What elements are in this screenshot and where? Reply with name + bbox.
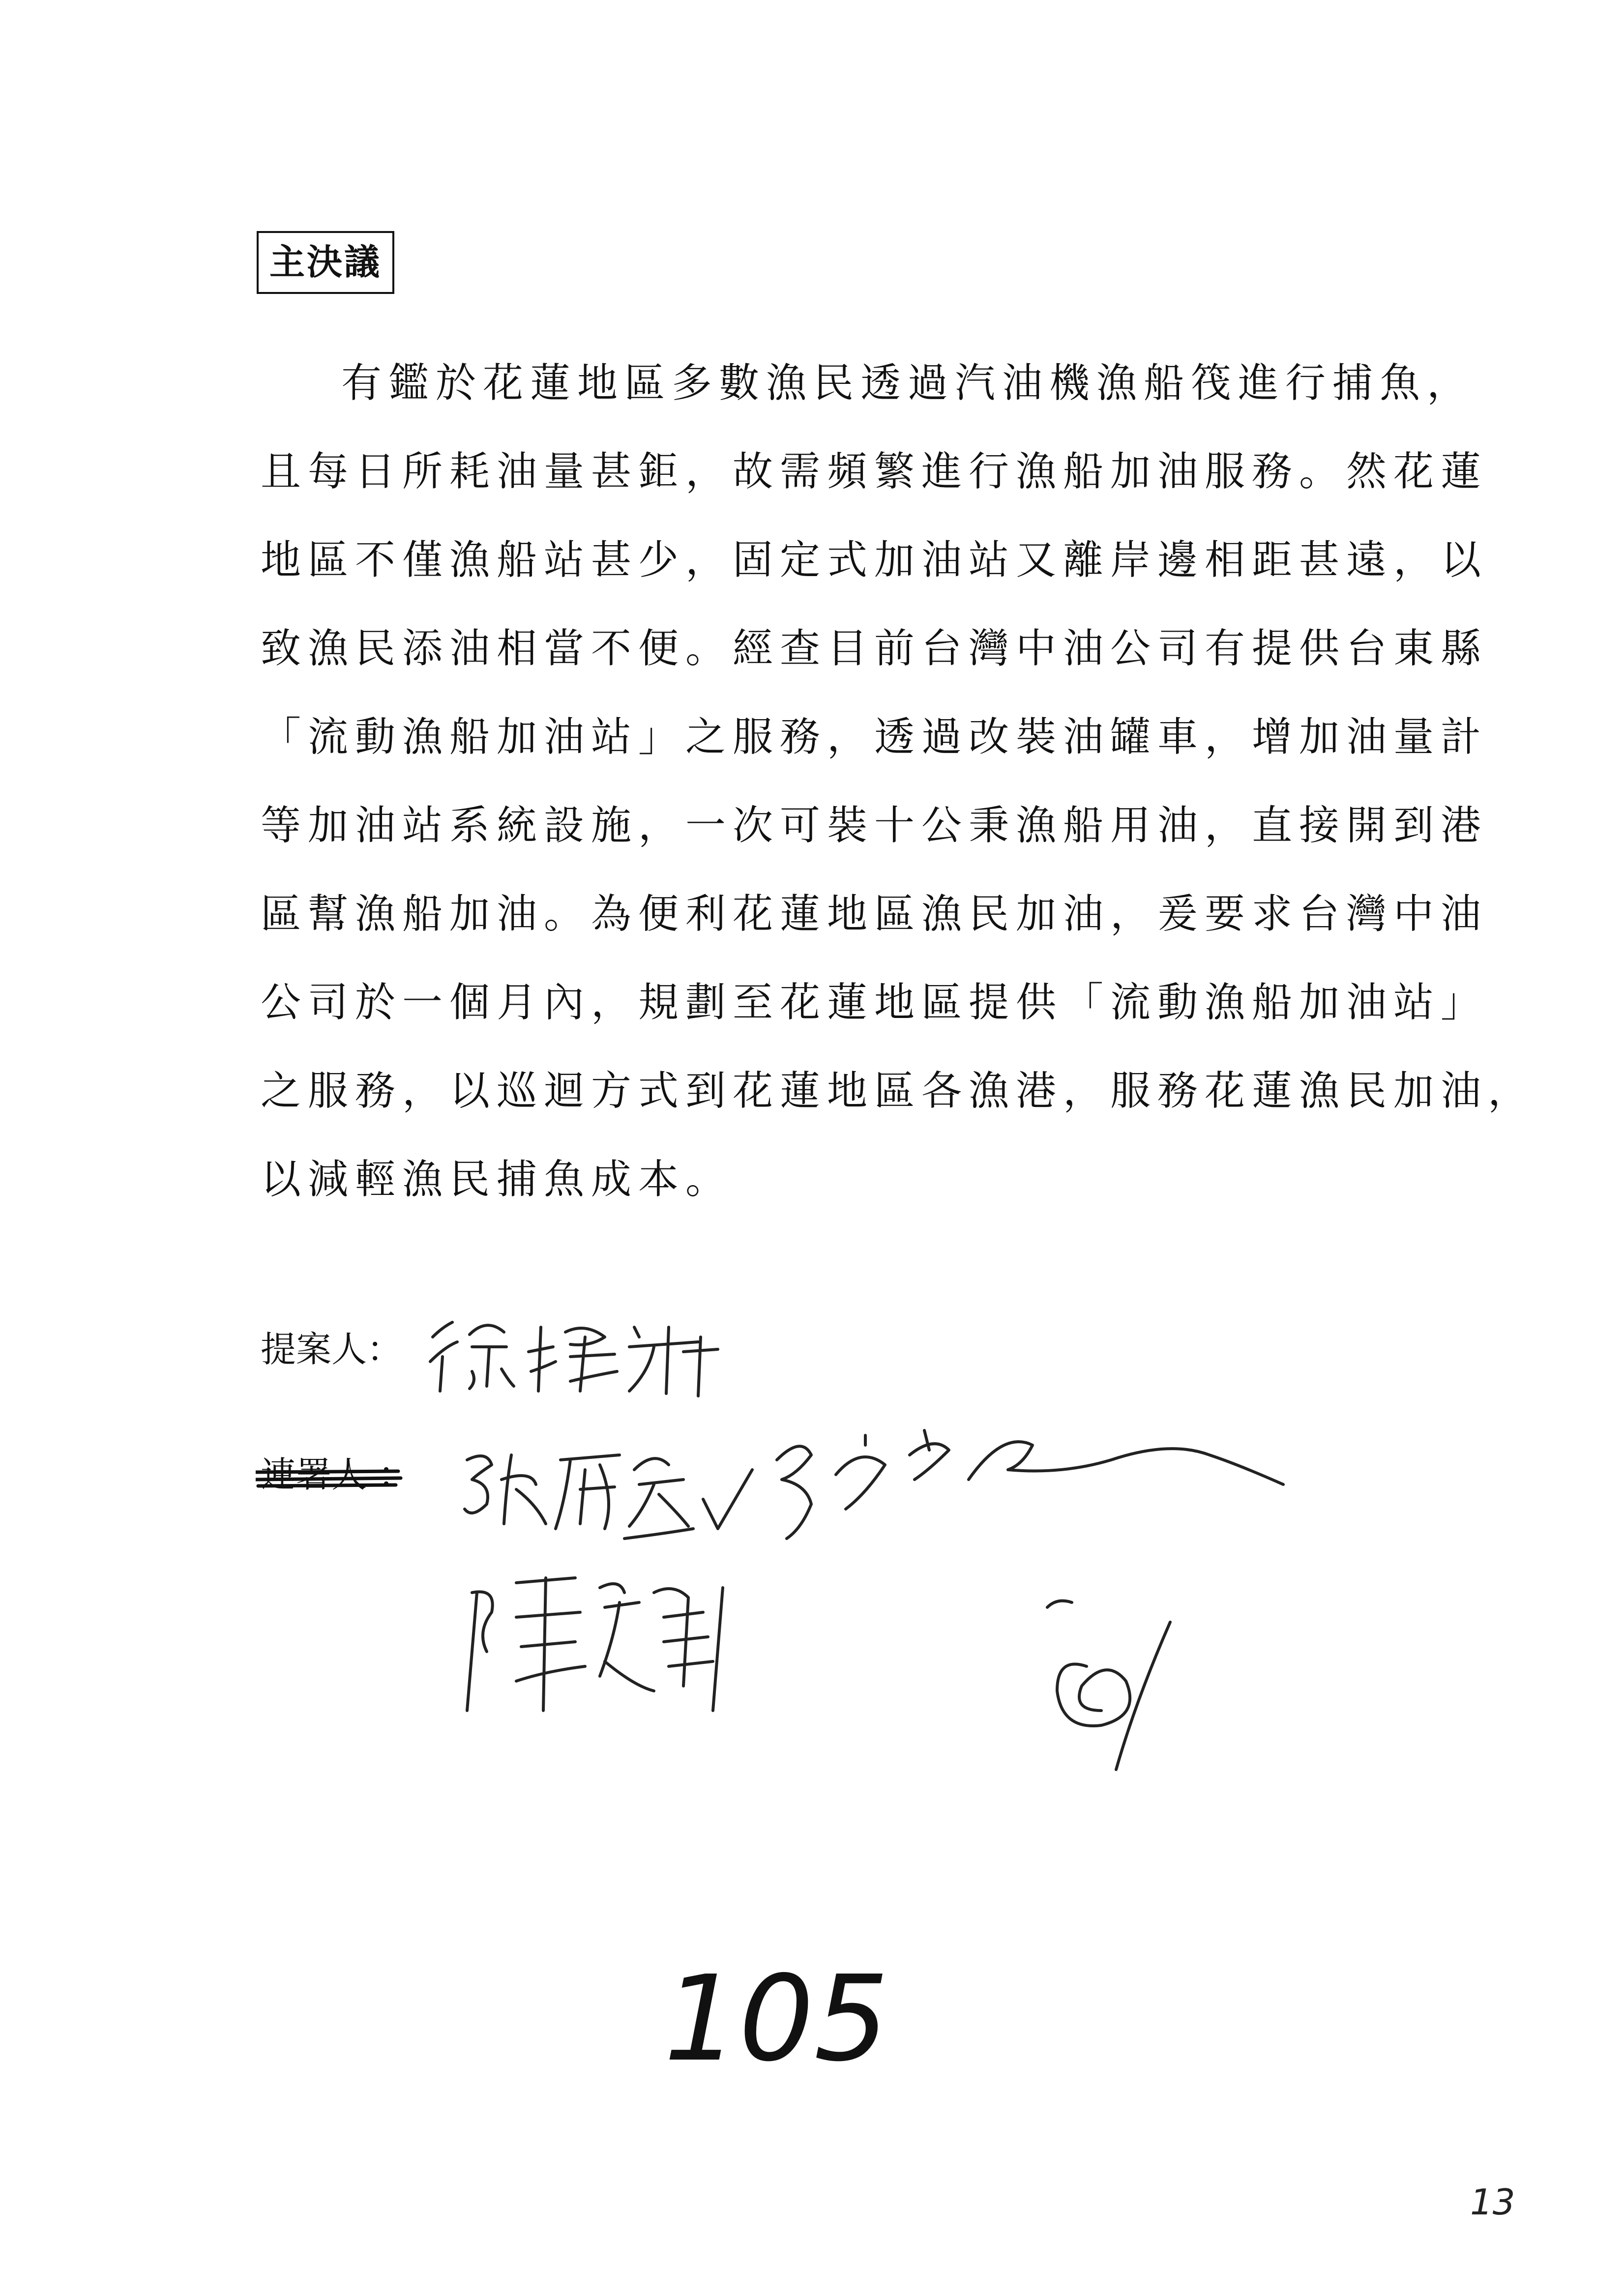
paragraph-line: 「流動漁船加油站」之服務，透過改裝油罐車，增加油量計 xyxy=(261,714,1488,760)
handwritten-number-text: 105 xyxy=(664,1951,889,2079)
cosigner-label-text: 連署人 xyxy=(261,1454,367,1495)
cosigner-label xyxy=(261,1453,413,1497)
cosigner-colon: ： xyxy=(378,1454,413,1495)
handwritten-number xyxy=(659,1951,915,2079)
struck-cosigner-label xyxy=(261,1453,367,1497)
proposer-signature xyxy=(423,1308,728,1401)
paragraph-line: 之服務，以巡迴方式到花蓮地區各漁港，服務花蓮漁民加油， xyxy=(261,1068,1535,1114)
paragraph-line: 區幫漁船加油。為便利花蓮地區漁民加油，爰要求台灣中油 xyxy=(261,891,1488,937)
cosigner-signature-2 xyxy=(767,1416,1308,1563)
page-number-text: 13 xyxy=(1470,2181,1515,2222)
heading-text: 主決議 xyxy=(269,241,382,283)
page-number xyxy=(1468,2178,1532,2222)
proposer-label-text: 提案人： xyxy=(261,1329,403,1370)
paragraph-line: 且每日所耗油量甚鉅，故需頻繁進行漁船加油服務。然花蓮 xyxy=(261,448,1488,495)
cosigner-signature-3 xyxy=(457,1563,733,1730)
paragraph-line: 致漁民添油相當不便。經查目前台灣中油公司有提供台東縣 xyxy=(261,625,1488,672)
paragraph-line: 以減輕漁民捕魚成本。 xyxy=(261,1156,733,1203)
proposer-label xyxy=(261,1327,402,1371)
cosigner-signature-4 xyxy=(1028,1593,1185,1779)
paragraph-line: 有鑑於花蓮地區多數漁民透過汽油機漁船筏進行捕魚， xyxy=(341,360,1475,407)
paragraph-line: 等加油站系統設施，一次可裝十公秉漁船用油，直接開到港 xyxy=(261,802,1488,849)
resolution-body xyxy=(261,339,1535,1224)
cosigner-signature-1 xyxy=(457,1440,762,1553)
resolution-heading xyxy=(257,231,394,294)
paragraph-line: 地區不僅漁船站甚少，固定式加油站又離岸邊相距甚遠，以 xyxy=(261,537,1488,583)
paragraph-line: 公司於一個月內，規劃至花蓮地區提供「流動漁船加油站」 xyxy=(261,979,1488,1026)
